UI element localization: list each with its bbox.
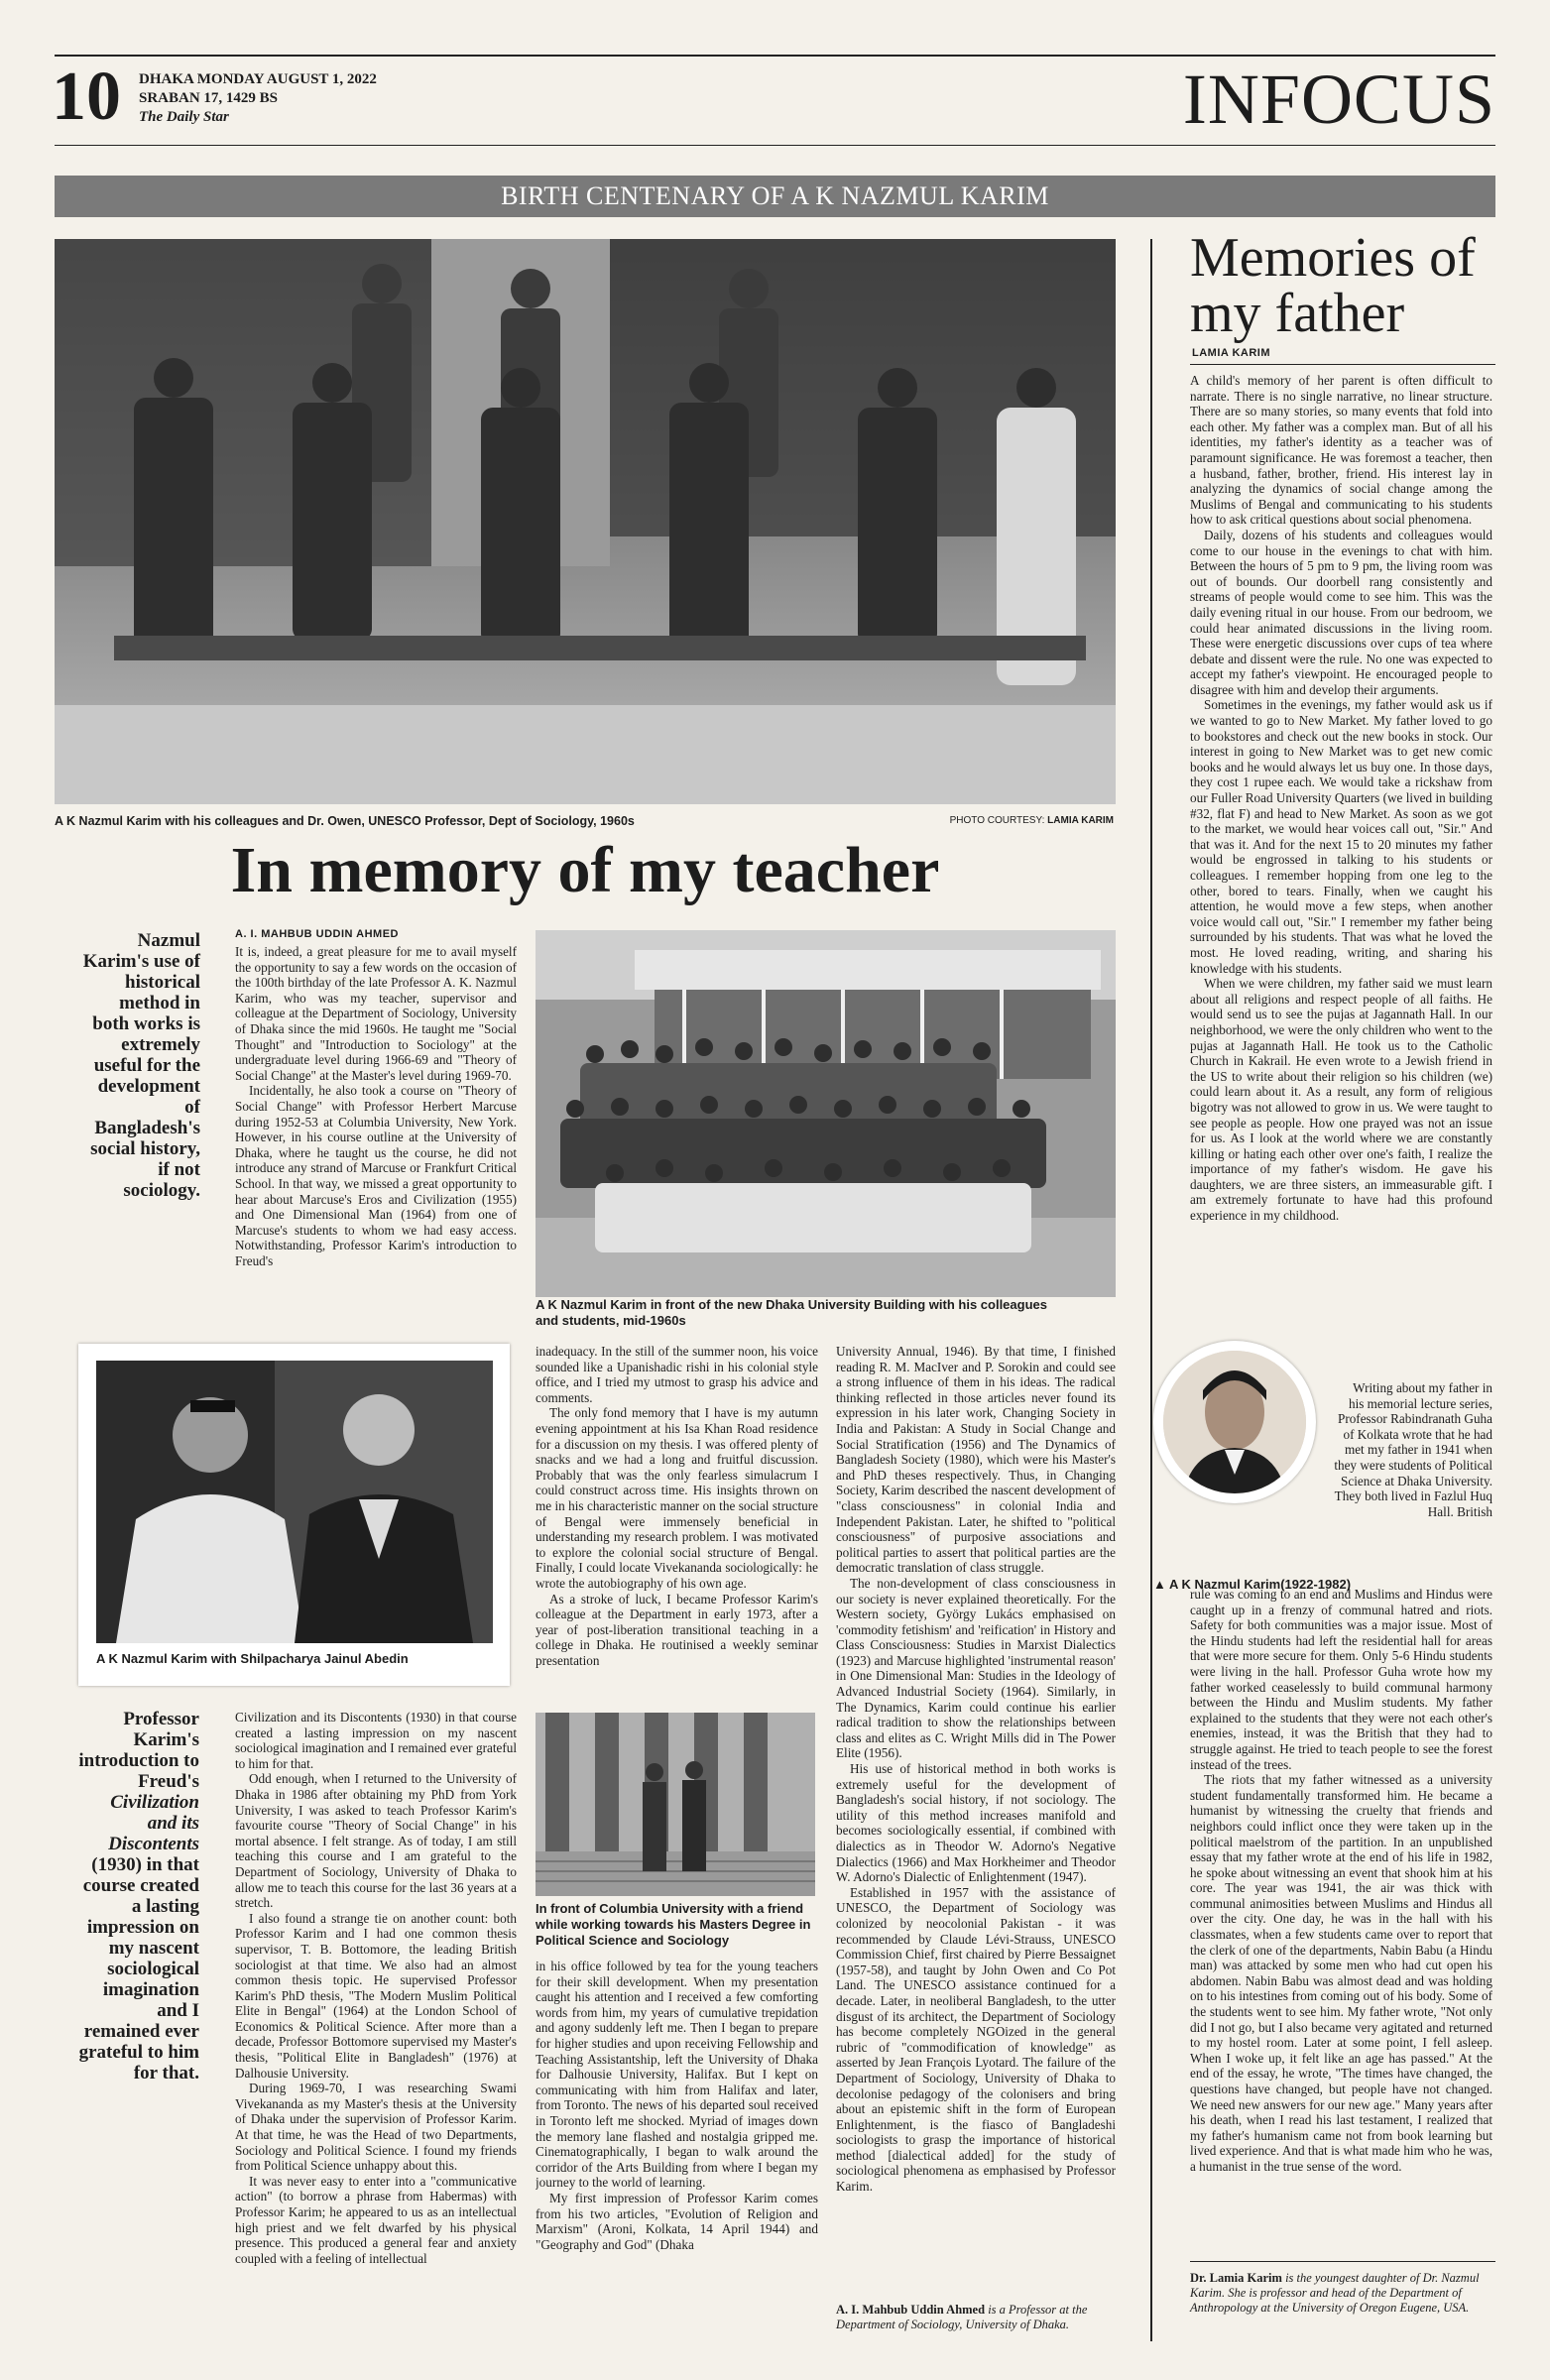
masthead-rule <box>55 145 1495 146</box>
article2-wrap-text <box>1329 1380 1492 1564</box>
photo-columbia-caption: In front of Columbia University with a friend while working towards his Masters Degree in Political Science and Sociology <box>536 1901 811 1948</box>
article1-col2-top <box>235 944 517 1326</box>
page-number: 10 <box>52 59 121 135</box>
article1-bio-name: A. I. Mahbub Uddin Ahmed <box>836 2303 986 2317</box>
paragraph: The non-development of class consciousness in our society is never explained theoretically. For the Western society, György Lukács emphasised on 'commodity fetishism' and 'reification' in History and Class Consciousness: Studies in Marxist Dialectics (1923) and Marcuse highlighted 'instrumental reason' in One Dimensional Man: Studies in the Ideology of Advanced Industrial Society (1964). Similarly, in The Dynamics, Karim could continue his earlier radical tradition to show the relationships between class and elites as C. Wright Mills did in The Power Elite (1956). <box>836 1575 1116 1761</box>
banner <box>55 176 1495 217</box>
photo-credit <box>950 815 1114 826</box>
article2-rule <box>1190 364 1495 365</box>
paragraph: It is, indeed, a great pleasure for me to avail myself the opportunity to say a few words on the occasion of the 100th birthday of the late Professor A. K. Nazmul Karim, who was my teacher, supervisor and colleague at the Department of Sociology, University of Dhaka since the mid 1960s. He taught me "Social Thought" and "Introduction to Sociology" at the undergraduate level during 1966-69 and "Theory of Social Change" at the Master's level during 1969-70. <box>235 944 517 1083</box>
pullquote-2-c: (1930) in that course created a lasting impression on my nascent sociological imagination and I remained ever grateful to him for that. <box>78 1854 199 2083</box>
article1-col3-bottom <box>536 1959 818 2365</box>
article1-col2-bottom <box>235 1710 517 2354</box>
paragraph: in his office followed by tea for the young teachers for their skill development. When my presentation caught his attention and I received a few comforting words from him, my years of cumulative trepidation and agony suddenly left me. Then I began to prepare for higher studies and upon receiving Fellowship and Teaching Assistantship, left the University of Dhaka for Dalhousie University, Halifax. But I kept on communicating with him from Halifax and later, from Toronto. The news of his departed soul received in Toronto left me shocked. Myriad of images down the memory lane flashed and nostalgia gripped me. Cinematographically, I began to walk around the corridor of the Arts Building from where I began my journey to the world of learning. <box>536 1959 818 2191</box>
portrait-nazmul-karim <box>1163 1351 1306 1493</box>
banner-text: BIRTH CENTENARY OF A K NAZMUL KARIM <box>501 181 1049 210</box>
article2-byline: LAMIA KARIM <box>1192 347 1271 359</box>
portrait-caption-text: A K Nazmul Karim(1922-1982) <box>1169 1577 1352 1592</box>
paragraph: The only fond memory that I have is my autumn evening appointment at his Isa Khan Road residence for a discussion on my thesis. I was offered plenty of snacks and we had a long and fruitful discussion. Probably that was the only fearless simulacrum I could construct across time. His insights thrown on me in his characteristic manner on the social structure of Bengal were immensely beneficial in understanding my research problem. I was motivated to explore the colonial social structure of Bengal. Finally, I could locate Vivekananda sociologically: he wrote the autobiography of his own age. <box>536 1405 818 1591</box>
paragraph: My first impression of Professor Karim comes from his two articles, "Evolution of Religion and Marxism" (Aroni, Kolkata, 14 April 1944) and "Geography and God" (Dhaka <box>536 2190 818 2252</box>
article1-col3-mid <box>536 1344 818 1711</box>
article2-bio-rule <box>1190 2261 1495 2262</box>
photo-dhaka-university-caption: A K Nazmul Karim in front of the new Dhaka University Building with his colleagues and students, mid-1960s <box>536 1297 1047 1328</box>
top-rule <box>55 55 1495 57</box>
paper-name: The Daily Star <box>139 109 229 125</box>
paragraph: University Annual, 1946). By that time, I finished reading R. M. MacIver and P. Sorokin and could see a strong influence of them in his ideas. The radical thinking reflected in those articles never found its expression in his later work, Changing Society in India and Pakistan: A Study in Social Change and Social Stratification (1956) and The Dynamics of Bangladesh Society (1980), which were his Master's and PhD theses respectively. Thus, in Changing Society, Karim described the nascent development of "class consciousness" in colonial India and Independent Pakistan. Later, he shifted to "political consciousness" of purposive associations and political parties to assert that political parties are the democratic translation of class struggle. <box>836 1344 1116 1576</box>
date-line: DHAKA MONDAY AUGUST 1, 2022 <box>139 71 377 87</box>
article2-bio-name: Dr. Lamia Karim <box>1190 2271 1282 2285</box>
article1-col4 <box>836 1344 1116 2301</box>
paragraph: His use of historical method in both works is extremely useful for the development of Bangladesh's social history, if not sociology. The utility of this method increases manifold and becomes sociologically essential, if combined with dialectics as in Theodor W. Adorno's Negative Dialectics (1966) and Max Horkheimer and Theodor W. Adorno's Dialectic of Enlightenment (1947). <box>836 1761 1116 1885</box>
photo-jainul-abedin <box>96 1361 493 1643</box>
photo-jainul-abedin-caption: A K Nazmul Karim with Shilpacharya Jainul Abedin <box>96 1651 409 1666</box>
paragraph: Odd enough, when I returned to the University of Dhaka in 1986 after obtaining my PhD from York University, I was asked to teach Professor Karim's favourite course "Theory of Social Change" in his mortal absence. I felt strange. As of today, I am still teaching this course and I am grateful to the Department of Sociology, University of Dhaka to allow me to teach this course for the last 36 years at a stretch. <box>235 1771 517 1911</box>
pullquote-2-b: Civilization and its Discontents <box>108 1792 199 1854</box>
pullquote-2 <box>78 1709 199 2083</box>
paragraph: Established in 1957 with the assistance of UNESCO, the Department of Sociology was colonized by neocolonial Pakistan - it was recommended by Claude Lévi-Strauss, UNESCO Commission Chief, first chaired by Pierre Bessaignet (1957-58), and taught by John Owen and Co Pot Land. The UNESCO assistance continued for a decade. Later, in neoliberal Bangladesh, to the utter disgust of its architect, the Department of Sociology has become completely NGOized in the general rubric of "commodification of knowledge" as asserted by Jean François Lyotard. The failure of the Department of Sociology, University of Dhaka to decolonise pedagogy of the colonisers and bring about an epistemic shift in the form of European Enlightenment, is the fiasco of Bangladeshi sociologists to grasp the importance of historical method [dialectical added] for the study of sociological phenomena as emphasised by Professor Karim. <box>836 1884 1116 2195</box>
column-divider <box>1150 239 1152 2341</box>
paragraph: Incidentally, he also took a course on "Theory of Social Change" with Professor Herbert Marcuse during 1952-53 at Columbia University, New York. However, in his course outline at the University of Dhaka, where he taught us the course, he did not introduce any strand of Marcuse or Frankfurt Critical School. In that way, we missed a great opportunity to hear about Marcuse's Eros and Civilization (1955) and One Dimensional Man (1964) from one of Marcuse's students to whom we had easy access. Notwithstanding, Professor Karim's introduction to Freud's <box>235 1083 517 1268</box>
paragraph: I also found a strange tie on another count: both Professor Karim and I had one common thesis supervisor, T. B. Bottomore, the leading British sociologist at that time. We also had an almost common thesis topic. He supervised Professor Karim's PhD thesis, "The Modern Muslim Political Elite in Bengal" (1964) at the London School of Economics & Political Science. After more than a decade, Professor Bottomore supervised my Master's thesis, "Political Elite in Bangladesh" (1976) at Dalhousie University. <box>235 1910 517 2081</box>
article2-author-bio <box>1190 2271 1492 2316</box>
article2-headline: Memories of my father <box>1190 227 1476 344</box>
triangle-icon: ▲ <box>1153 1577 1166 1592</box>
article1-headline: In memory of my teacher <box>230 834 940 906</box>
paragraph: Civilization and its Discontents (1930) in that course created a lasting impression on my nascent sociological imagination and I remained ever grateful to him for that. <box>235 1710 517 1771</box>
paragraph: inadequacy. In the still of the summer noon, his voice sounded like a Upanishadic rishi in his colonial style office, and I tried my utmost to grasp his advice and comments. <box>536 1344 818 1405</box>
paragraph: It was never easy to enter into a "communicative action" (to borrow a phrase from Habermas) with Professor Karim; he appeared to us as an intellectual high priest and we felt dwarfed by his physical presence. This produced a general fear and anxiety coupled with a feeling of intellectual <box>235 2173 517 2266</box>
photo-dhaka-university-building <box>536 930 1116 1297</box>
bangla-date: SRABAN 17, 1429 BS <box>139 90 279 106</box>
section-title: INFOCUS <box>1182 60 1495 139</box>
photo-credit-name: LAMIA KARIM <box>1047 815 1114 826</box>
article1-author-bio <box>836 2303 1116 2332</box>
paragraph: rule was coming to an end and Muslims and Hindus were caught up in a frenzy of communal hatred and riots. Safety for both communities was a major issue. Most of the Hindu students had left the residential hall for areas that were more secure for them. Only 5-6 Hindu students were living in the hall. Professor Guha wrote how my father worked ceaselessly to build communal harmony between the Hindu and Muslim students. My father explained to the students that they were not each other's enemies, instead, it was the British that they had to struggle against. He tried to teach people to see the forest instead of the trees. <box>1190 1587 1492 1772</box>
article2-column-bottom <box>1190 1587 1492 2261</box>
article1-byline: A. I. MAHBUB UDDIN AHMED <box>235 928 399 940</box>
pullquote-2-a: Professor Karim's introduction to Freud's <box>78 1709 199 1792</box>
paragraph: The riots that my father witnessed as a university student fundamentally transformed him. He became a humanist by witnessing the cruelty that friends and neighbors could inflict once they were taken up in the political maelstrom of the partition. In an unpublished essay that my father wrote at the end of his life in 1982, he spoke about witnessing an event that shook him at his core. The year was 1941, the air was thick with communal animosities between Muslims and Hindus all over the city. One day, he was in the hall with his classmates, when a few students came over to report that the clerk of one of the departments, Nabin Babu (a Hindu man) was attacked by some men who had cut open his abdomen. Nabin Babu was almost dead and was holding on to his intestines from coming out of his body. Some of the students went to see him. My father wrote, "Not only did I not go, but I also became very agitated and returned to my hostel room. Later at some point, I fell asleep. When I woke up, it felt like an age has passed." At the end of the essay, he wrote, "The times have changed, the questions have changed, but people have not changed. We need new answers for our new age." Many years after his death, when I read his last testament, I realized that my father's humanism came not from book learning but lived experience. And that is what made him who he was, a humanist in the true sense of the word. <box>1190 1772 1492 2174</box>
photo-columbia-university <box>536 1713 815 1896</box>
paragraph: As a stroke of luck, I became Professor Karim's colleague at the Department in early 1973, after a year of post-liberation transitional teaching in a college in Dhaka. He routinised a weekly seminar presentation <box>536 1591 818 1668</box>
photo-credit-label: PHOTO COURTESY: <box>949 815 1045 826</box>
article1-bio-text: is a Professor at the Department of Sociology, University of Dhaka. <box>836 2303 1088 2331</box>
paragraph: Writing about my father in his memorial lecture series, Professor Rabindranath Guha of Kolkata wrote that he had met my father in 1941 when they were students of Political Science at Dhaka University. They both lived in Fazlul Huq Hall. British <box>1334 1380 1492 1519</box>
paragraph: Daily, dozens of his students and colleagues would come to our house in the evenings to chat with him. Between the hours of 5 pm to 9 pm, the living room was out of bounds. Our doorbell rang consistently and streams of people would come to see him. This was the daily evening ritual in our house. From our bedroom, we could hear animated discussions in the living room. These were energetic discussions over cups of tea where debate and dissent were the rule. No one was expected to accept my father's viewpoint. He encouraged people to disagree with him and develop their arguments. <box>1190 527 1492 697</box>
article2-column-top <box>1190 373 1492 1345</box>
paragraph: Sometimes in the evenings, my father would ask us if we wanted to go to New Market. My father loved to go to bookstores and check out the new books in stock. Our interest in going to New Market was to get new comic books and he would always let us buy one. In those days, they cost 1 rupee each. We would take a rickshaw from our Fuller Road University Quarters (we lived in building #32, flat F) and head to New Market. As soon as we got to the market, we would hear voices call out, "Sir." And that was it. And for the next 15 to 20 minutes my father would be engrossed in talking to his students or colleagues. I remember hopping from one leg to the other, bored to tears. Finally, when we caught his attention, he would move a few steps, when another voice would call out, "Sir." I remember my father being surrounded by his students. That was what he loved the most. He loved reading, writing, and sharing his knowledge with his students. <box>1190 697 1492 976</box>
main-photo-caption: A K Nazmul Karim with his colleagues and Dr. Owen, UNESCO Professor, Dept of Sociology, 1960s <box>55 814 635 828</box>
paragraph: During 1969-70, I was researching Swami Vivekananda as my Master's thesis at the University of Dhaka under the supervision of Professor Karim. At that time, he was the Head of two Departments, Sociology and Political Science. I found my friends from Political Science unhappy about this. <box>235 2081 517 2174</box>
paragraph: A child's memory of her parent is often difficult to narrate. There is no single narrative, no linear structure. There are so many stories, so many events that fold into each other. My father was a complex man. But of all his identities, my father's identity as a teacher was of paramount significance. He was foremost a teacher, then a husband, father, brother, friend. His interest lay in analyzing the dynamics of social change among the Muslims of Bengal and communicating to his students how to ask critical questions about social phenomena. <box>1190 373 1492 528</box>
article2-bio-text: is the youngest daughter of Dr. Nazmul Karim. She is professor and head of the Department of Anthropology at the University of Oregon Eugene, USA. <box>1190 2271 1480 2315</box>
paragraph: When we were children, my father said we must learn about all religions and respect people of all faiths. He would send us to see the pujas at Jagannath Hall. In our neighborhood, we were the only children who went to the pujas at Jagannath Hall. He took us to the Catholic Church in Kakrail. He even wrote to a Jewish friend in the US to write about their religion so his children (we) could learn about it. As a result, any form of religious bigotry was not allowed to grow in us. We were taught to see people as people. How one prayed was not an issue for us. As I look at the world where we are constantly killing or hating each other over one's faith, I realize the importance of my father's wisdom. He gave his daughters, we are three sisters, an immeasurable gift. I am extremely fortunate to have had this profound experience in my childhood. <box>1190 976 1492 1224</box>
pullquote-1: Nazmul Karim's use of historical method in both works is extremely useful for the development of Bangladesh's social history, if not sociology. <box>82 930 200 1201</box>
main-photo <box>55 239 1116 804</box>
